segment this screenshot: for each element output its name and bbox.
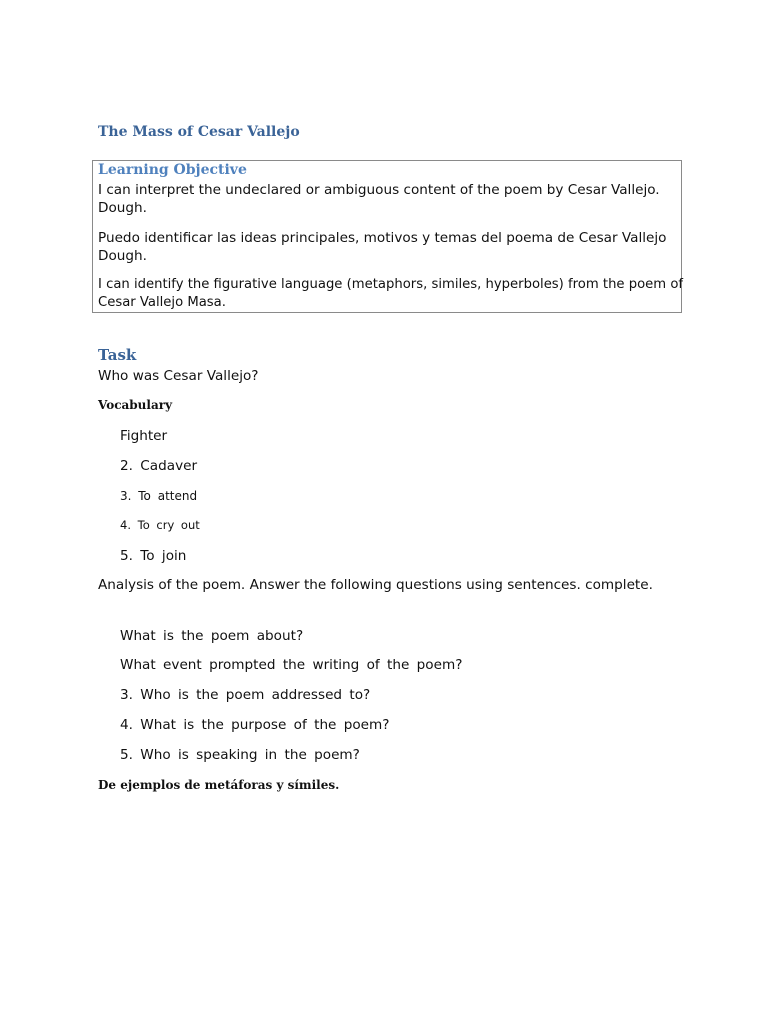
analysis-question: 4. What is the purpose of the poem? [120,717,390,733]
task-question: Who was Cesar Vallejo? [98,368,259,384]
analysis-question: What is the poem about? [120,628,304,644]
task-heading: Task [98,346,137,364]
objective-paragraph: I can identify the figurative language (metaphors, similes, hyperboles) from the poem of Cesar Vallejo Masa. [98,277,684,310]
vocabulary-item: 5. To join [120,548,187,564]
analysis-intro: Analysis of the poem. Answer the following questions using sentences. complete. [98,577,653,593]
examples-heading: De ejemplos de metáforas y símiles. [98,778,340,792]
analysis-question: What event prompted the writing of the poem? [120,657,463,673]
analysis-question: 5. Who is speaking in the poem? [120,747,360,763]
learning-objective-heading: Learning Objective [98,162,247,178]
vocabulary-item: 4. To cry out [120,518,200,532]
vocabulary-item: 3. To attend [120,489,198,503]
vocabulary-item: Fighter [120,428,168,444]
objective-paragraph: I can interpret the undeclared or ambiguous content of the poem by Cesar Vallejo. Dough. [98,182,660,216]
objective-paragraph: Puedo identificar las ideas principales, motivos y temas del poema de Cesar Vallejo Dough. [98,230,667,264]
document-title: The Mass of Cesar Vallejo [98,124,300,140]
analysis-question: 3. Who is the poem addressed to? [120,687,371,703]
vocabulary-heading: Vocabulary [98,398,173,412]
vocabulary-item: 2. Cadaver [120,458,198,474]
